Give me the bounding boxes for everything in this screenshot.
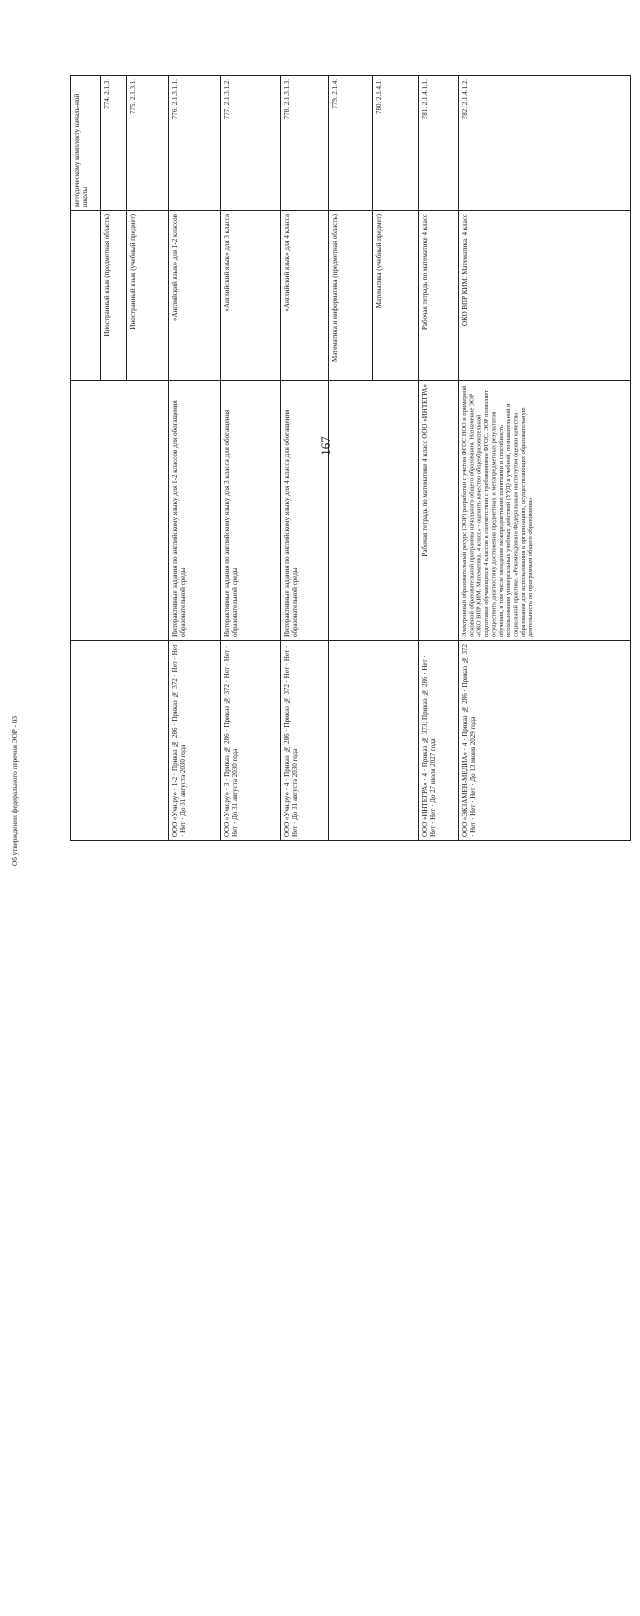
row-775: 775. 2.1.3.1.	[127, 76, 169, 211]
row-779: 779. 2.1.4.	[329, 76, 373, 211]
desc-782: Электронный образовательный ресурс (ЭОР) разработан с учетом ФГОС НОО и примерной основной образовательной программы начального общего образования. Назначение ЭОР «ОКО ВПР КИМ. Математика. 4 класс» - оценить качество общеобразовательной подготовки обучающихся 4 классов в соответствии с требованиями ФГОС. ЭОР позволяет осуществить диагностику достижения предметных и метапредметных результатов обучения, в том числе овладение межпредметными понятиями и способность использования универсальных учебных действий (УУД) в учебной, познавательной и социальной практике. «Рекомендовано Федеральным институтом оценки качества образования для использования в организациях, осуществляющих образовательную деятельность по программам общего образования»	[459, 381, 631, 641]
blank-cell	[71, 381, 169, 641]
header-continuation-cell: методическому комплекту началь-ной школы	[71, 76, 101, 211]
meta-778: ООО «Учи.ру» · 4 · Приказ № 286 · Приказ № 372 · Нет · Нет · Нет · До 31 августа 2030 года	[281, 641, 329, 841]
desc-778: Интерактивные задания по английскому языку для 4 класса для обогащения образовательной среды	[281, 381, 329, 641]
page-number: 167	[318, 436, 333, 456]
blank-cell	[71, 211, 101, 381]
section-foreign-subject: Иностранный язык (учебный предмет)	[127, 211, 169, 381]
footer-note: Об утверждении федерального перечня ЭОР - 03	[11, 716, 19, 866]
section-math-subject: Математика (учебный предмет)	[373, 211, 419, 381]
meta-782: ООО «ЭКЗАМЕН-МЕДИА» · 4 · Приказ № 286 · Приказ № 372 · Нет · Нет · Нет · До 13 июня 2029 года	[459, 641, 631, 841]
row-776: 776. 2.1.3.1.1.	[169, 76, 221, 211]
row-774: 774. 2.1.3.	[101, 76, 127, 211]
meta-781: ООО «ИНТЕГРА» · 4 · Приказ № 373; Приказ № 286 · Нет · Нет · Нет · До 27 июля 2027 года	[419, 641, 459, 841]
blank-cell	[71, 641, 169, 841]
row-781: 781. 2.1.4.1.1.	[419, 76, 459, 211]
row-780: 780. 2.1.4.1.	[373, 76, 419, 211]
desc-781: Рабочая тетрадь по математике 4 класс ООО «ИНТЕГРА»	[419, 381, 459, 641]
blank-cell	[329, 641, 419, 841]
section-math-area: Математика и информатика (предметная область)	[329, 211, 373, 381]
row-778: 778. 2.1.3.1.3.	[281, 76, 329, 211]
blank-cell	[329, 381, 419, 641]
name-781: Рабочая тетрадь по математике 4 класс	[419, 211, 459, 381]
desc-777: Интерактивные задания по английскому языку для 3 класса для обогащения образовательной среды	[221, 381, 281, 641]
meta-777: ООО «Учи.ру» · 3 · Приказ № 286 · Приказ № 372 · Нет · Нет · Нет · До 31 августа 2030 года	[221, 641, 281, 841]
meta-776: ООО «Учи.ру» · 1-2 · Приказ № 286 · Приказ № 372 · Нет · Нет · Нет · До 31 августа 2030 года	[169, 641, 221, 841]
desc-776: Интерактивные задания по английскому языку для 1-2 классов для обогащения образовательной среды	[169, 381, 221, 641]
section-foreign: Иностранный язык (предметная область)	[101, 211, 127, 381]
row-782: 782. 2.1.4.1.2.	[459, 76, 631, 211]
eor-table	[70, 75, 580, 840]
row-777: 777. 2.1.3.1.2.	[221, 76, 281, 211]
name-777: «Английский язык» для 3 класса	[221, 211, 281, 381]
name-778: «Английский язык» для 4 класса	[281, 211, 329, 381]
name-776: «Английский язык» для 1-2 классов	[169, 211, 221, 381]
name-782: ОКО ВПР КИМ. Математика. 4 класс	[459, 211, 631, 381]
